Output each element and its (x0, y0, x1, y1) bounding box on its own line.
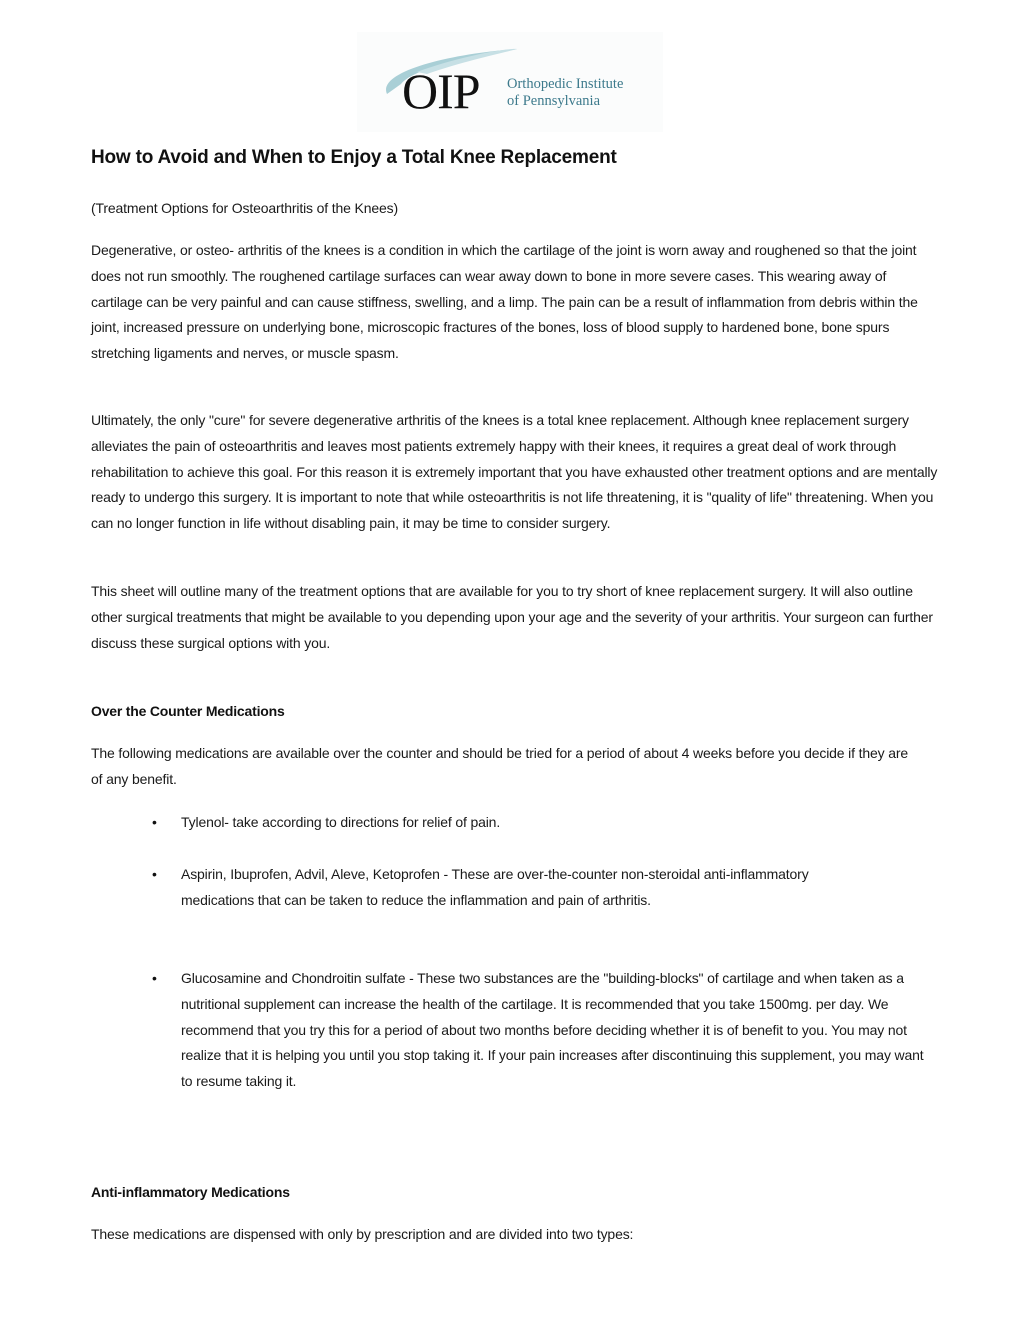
bullet-icon: • (152, 814, 157, 830)
document-subtitle: (Treatment Options for Osteoarthritis of the Knees) (91, 200, 398, 216)
bullet-icon: • (152, 970, 157, 986)
bullet-item-glucosamine: Glucosamine and Chondroitin sulfate - These two substances are the "building-blocks" of cartilage and when taken as a nutritional supplement can increase the health of the cartilage. It is recommended that you take 1500mg. per day. We recommend that you try this for a period of about two months before deciding whether it is of benefit to you. You may not realize that it is helping you until you stop taking it. If your pain increases after discontinuing this supplement, you may want to resume taking it. (181, 970, 924, 1090)
bullet-item-nsaids: Aspirin, Ibuprofen, Advil, Aleve, Ketoprofen - These are over-the-counter non-steroidal anti-inflammatory medications that can be taken to reduce the inflammation and pain of arthritis. (181, 866, 809, 908)
logo-institute-name (507, 76, 623, 110)
section-intro-otc: The following medications are available over the counter and should be tried for a period of about 4 weeks before you decide if they are of any benefit. (91, 745, 909, 787)
intro-paragraph-2: Ultimately, the only "cure" for severe degenerative arthritis of the knees is a total knee replacement. Although knee replacement surgery alleviates the pain of osteoarthritis and leaves most patients extremely happy with their knees, it requires a great deal of work through rehabilitation to achieve this goal. For this reason it is extremely important that you have exhausted other treatment options and are mentally ready to undergo this surgery. It is important to note that while osteoarthritis is not life threatening, it is "quality of life" threatening. When you can no longer function in life without disabling pain, it may be time to consider surgery. (91, 412, 938, 532)
intro-paragraph-3: This sheet will outline many of the treatment options that are available for you to try short of knee replacement surgery. It will also outline other surgical treatments that might be available to you depending upon your age and the severity of your arthritis. Your surgeon can further discuss these surgical options with you. (91, 583, 933, 651)
section-heading-anti-inflammatory: Anti-inflammatory Medications (91, 1184, 290, 1200)
logo-mark: OIP (402, 63, 480, 119)
bullet-item-tylenol: Tylenol- take according to directions for relief of pain. (181, 814, 501, 830)
oip-logo (357, 32, 663, 132)
section-intro-anti-inflammatory: These medications are dispensed with only by prescription and are divided into two types: (91, 1226, 634, 1242)
intro-paragraph-1: Degenerative, or osteo- arthritis of the knees is a condition in which the cartilage of the joint is worn away and roughened so that the joint does not run smoothly. The roughened cartilage surfaces can wear away down to bone in more severe cases. This wearing away of cartilage can be very painful and can cause stiffness, swelling, and a limp. The pain can be a result of inflammation from debris within the joint, increased pressure on underlying bone, microscopic fractures of the bones, loss of blood supply to hardened bone, bone spurs stretching ligaments and nerves, or muscle spasm. (91, 242, 918, 362)
logo-name-line2: of Pennsylvania (507, 93, 601, 109)
document-title: How to Avoid and When to Enjoy a Total Knee Replacement (91, 147, 617, 168)
section-heading-otc: Over the Counter Medications (91, 703, 285, 719)
logo-name-line1: Orthopedic Institute (507, 76, 624, 92)
bullet-icon: • (152, 866, 157, 882)
